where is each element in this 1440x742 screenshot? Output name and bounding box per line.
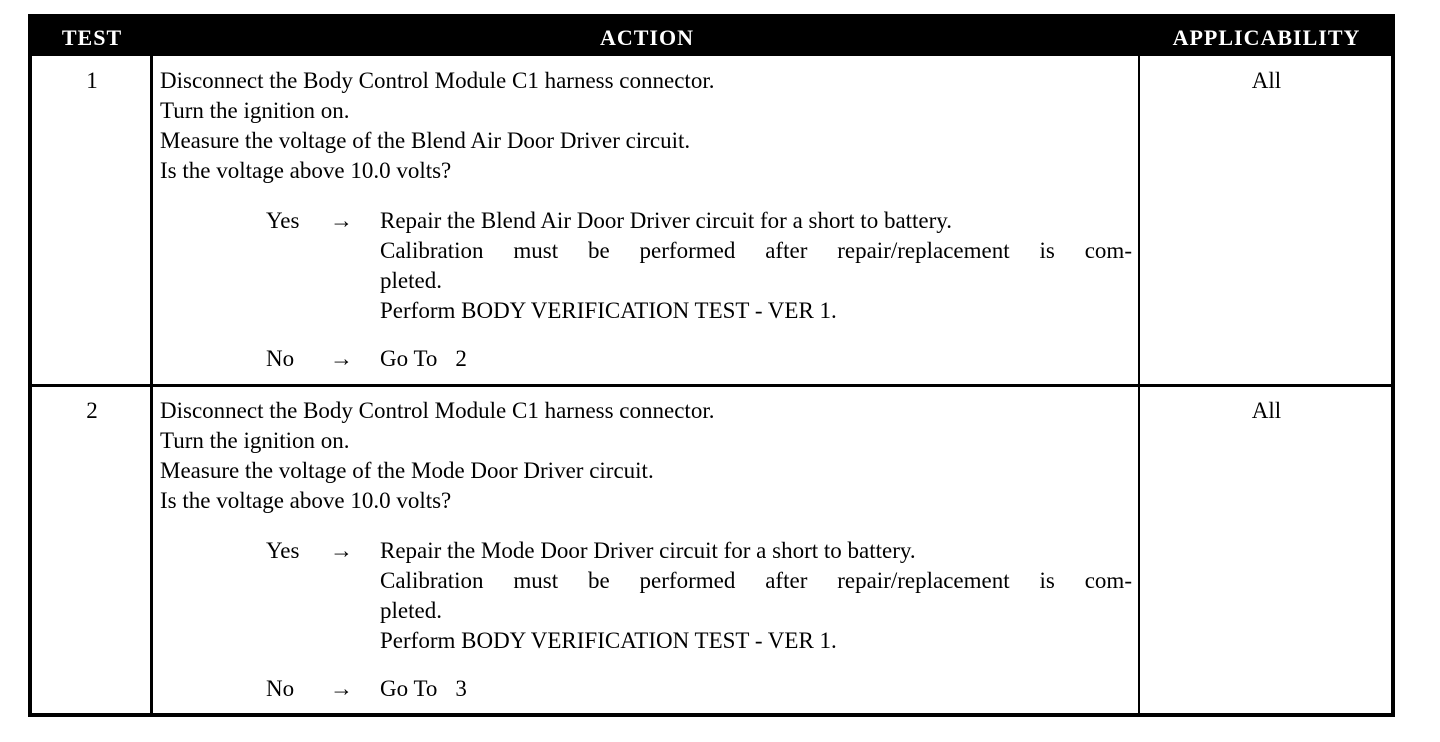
action-step: Disconnect the Body Control Module C1 harness connector. <box>160 398 715 423</box>
action-step: Is the voltage above 10.0 volts? <box>160 158 452 183</box>
yes-label: Yes <box>266 538 300 563</box>
result-line: Calibration must be performed after repair/replacement is com- <box>380 238 1132 263</box>
action-step: Turn the ignition on. <box>160 428 350 453</box>
action-step: Measure the voltage of the Blend Air Door Driver circuit. <box>160 128 691 153</box>
right-arrow-icon: → <box>330 208 353 233</box>
no-label: No <box>266 346 295 371</box>
test-number: 1 <box>86 68 98 93</box>
yes-result <box>32 536 1132 656</box>
no-result <box>32 344 1132 374</box>
result-line: pleted. <box>380 598 442 623</box>
test-number: 2 <box>86 398 98 423</box>
goto-text: Go To <box>380 676 438 701</box>
goto-target: 2 <box>455 346 467 371</box>
header-action: ACTION <box>599 25 694 50</box>
right-arrow-icon: → <box>330 676 353 701</box>
diagnostic-test-table <box>28 14 1395 717</box>
right-arrow-icon: → <box>330 346 353 371</box>
action-step: Turn the ignition on. <box>160 98 350 123</box>
header-test: TEST <box>61 25 123 50</box>
result-line: Repair the Blend Air Door Driver circuit for a short to battery. <box>380 208 953 233</box>
applicability-value: All <box>1251 68 1282 93</box>
goto-target: 3 <box>455 676 467 701</box>
no-label: No <box>266 676 295 701</box>
result-line: pleted. <box>380 268 442 293</box>
action-steps <box>160 396 1135 516</box>
applicability-value: All <box>1251 398 1282 423</box>
no-result-text <box>380 674 1132 704</box>
right-arrow-icon: → <box>330 538 353 563</box>
action-step: Measure the voltage of the Mode Door Driver circuit. <box>160 458 654 483</box>
yes-result <box>32 206 1132 326</box>
result-line: Calibration must be performed after repair/replacement is com- <box>380 568 1132 593</box>
table-header-row <box>32 18 1391 56</box>
no-result <box>32 674 1132 704</box>
no-result-text <box>380 344 1132 374</box>
result-line: Repair the Mode Door Driver circuit for a short to battery. <box>380 538 916 563</box>
yes-label: Yes <box>266 208 300 233</box>
action-steps <box>160 66 1135 186</box>
yes-result-text <box>380 536 1132 656</box>
row-divider <box>32 384 1391 387</box>
goto-text: Go To <box>380 346 438 371</box>
action-step: Is the voltage above 10.0 volts? <box>160 488 452 513</box>
result-line: Perform BODY VERIFICATION TEST - VER 1. <box>380 628 837 653</box>
header-applicability: APPLICABILITY <box>1172 25 1361 50</box>
action-step: Disconnect the Body Control Module C1 harness connector. <box>160 68 715 93</box>
yes-result-text <box>380 206 1132 326</box>
result-line: Perform BODY VERIFICATION TEST - VER 1. <box>380 298 837 323</box>
